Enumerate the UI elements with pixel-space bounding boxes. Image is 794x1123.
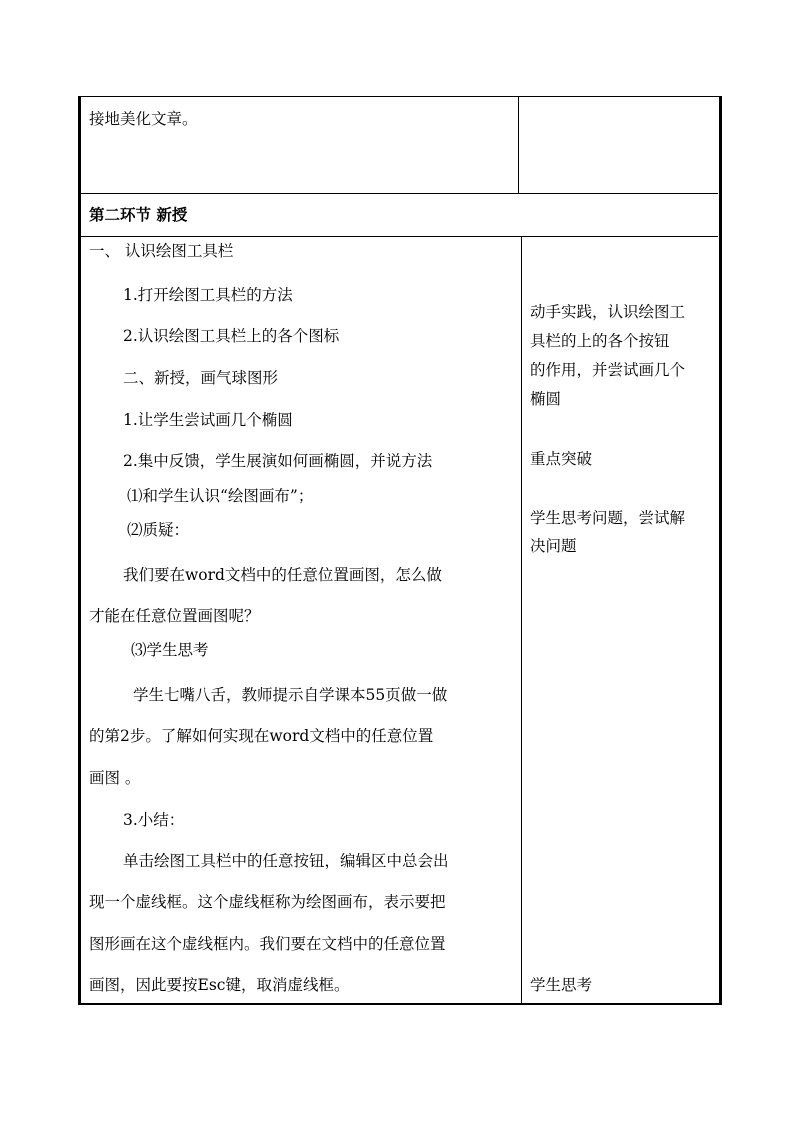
main-line-15: 3.小结： (123, 811, 185, 829)
side-line-3: 的作用，并尝试画几个 (530, 361, 686, 379)
side-line-1: 动手实践，认识绘图工 (530, 303, 686, 321)
main-line-12: 学生七嘴八舌，教师提示自学课本55页做一做 (133, 686, 448, 704)
side-line-7: 决问题 (530, 537, 577, 555)
side-line-2: 具栏的上的各个按钮 (530, 332, 670, 350)
column-divider-row3 (521, 237, 522, 1004)
main-line-10: 才能在任意位置画图呢？ (89, 607, 260, 625)
main-line-7: ⑴和学生认识“绘图画布”； (127, 487, 314, 505)
main-line-18: 图形画在这个虚线框内。我们要在文档中的任意位置 (89, 935, 446, 953)
main-line-13: 的第2步。了解如何实现在word文档中的任意位置 (89, 727, 434, 745)
main-line-4: 二、新授，画气球图形 (123, 369, 279, 387)
main-line-8: ⑵质疑： (127, 521, 190, 539)
main-line-17: 现一个虚线框。这个虚线框称为绘图画布，表示要把 (89, 893, 446, 911)
main-line-6: 2.集中反馈，学生展演如何画椭圆，并说方法 (123, 452, 433, 470)
section-header: 第二环节 新授 (89, 205, 188, 224)
side-line-4: 椭圆 (530, 390, 562, 408)
side-line-5: 重点突破 (530, 450, 593, 468)
side-line-6: 学生思考问题，尝试解 (530, 509, 686, 527)
main-line-16: 单击绘图工具栏中的任意按钮，编辑区中总会出 (123, 852, 449, 870)
side-line-8: 学生思考 (530, 976, 593, 994)
main-line-11: ⑶学生思考 (131, 641, 209, 659)
row-divider-2 (80, 236, 718, 237)
row-divider-1 (80, 193, 718, 194)
main-line-3: 2.认识绘图工具栏上的各个图标 (123, 327, 340, 345)
main-line-5: 1.让学生尝试画几个椭圆 (123, 411, 293, 429)
main-line-2: 1.打开绘图工具栏的方法 (123, 286, 293, 304)
main-line-1: 一、 认识绘图工具栏 (89, 242, 234, 260)
column-divider-row1 (518, 97, 519, 193)
main-line-9: 我们要在word文档中的任意位置画图，怎么做 (123, 566, 442, 584)
row1-main-text: 接地美化文章。 (89, 110, 198, 128)
main-line-14: 画图 。 (89, 769, 141, 787)
main-line-19: 画图，因此要按Esc键，取消虚线框。 (89, 976, 350, 994)
